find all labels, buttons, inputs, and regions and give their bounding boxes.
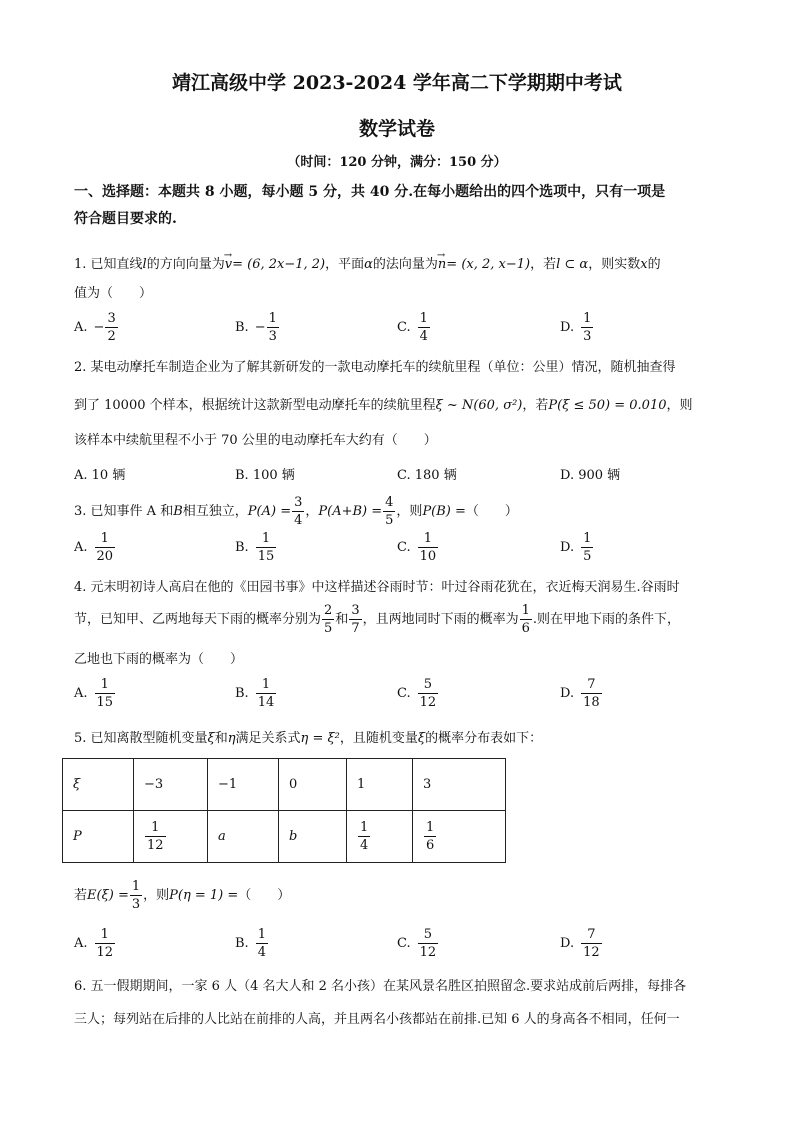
denominator: 12 [419, 945, 437, 960]
q1-line1 [74, 255, 661, 275]
denominator: 3 [131, 897, 141, 912]
table-cell: 3 [413, 759, 506, 811]
option-label: C. [397, 540, 411, 555]
q1-line2: 值为（ ） [74, 286, 153, 301]
numerator: 1 [583, 531, 592, 546]
q4-option-b[interactable] [235, 678, 277, 709]
q2-option-b[interactable]: B. 100 辆 [235, 468, 295, 483]
option-label: A. [74, 936, 88, 951]
numerator: 1 [426, 820, 435, 835]
option-fraction [95, 678, 116, 709]
q1-options [74, 312, 724, 354]
option-label: B. [235, 686, 249, 701]
q1-text-b: 的方向向量为 [146, 257, 225, 272]
q6-line1: 6. 五一假期期间，一家 6 人（4 名大人和 2 名小孩）在某风景名胜区拍照留念.要求站成前后两排，每排各 [74, 979, 687, 994]
numerator: 1 [360, 820, 369, 835]
numerator: 1 [418, 532, 439, 548]
numerator: 1 [95, 532, 116, 548]
option-label: B. [235, 936, 249, 951]
cell-fraction [145, 821, 166, 852]
q4-text-c: ，且两地同时下雨的概率为 [362, 612, 519, 627]
q5-options [74, 928, 724, 970]
numerator: 4 [385, 495, 394, 510]
table-cell [134, 811, 208, 863]
q5-option-d[interactable] [560, 928, 603, 959]
q1-vector-n-value: = (x, 2, x−1) [446, 257, 531, 272]
section-heading-line2: 符合题目要求的. [74, 211, 177, 227]
q6-line2: 三人；每列站在后排的人比站在前排的人高，并且两名小孩都站在前排.已知 6 人的身高各不相同，任何一 [74, 1012, 680, 1027]
section-heading [74, 179, 724, 233]
q2-text-b: ，若 [522, 398, 549, 413]
q2-line2 [74, 396, 693, 416]
q2-distribution: ξ ~ N(60, σ²) [435, 398, 523, 413]
numerator: 3 [107, 311, 116, 326]
denominator: 10 [419, 549, 437, 564]
q3-line1 [74, 496, 518, 527]
q5-text-b: 和 [214, 731, 228, 746]
q3-p-b: P(B) = [422, 504, 466, 519]
table-cell: 1 [347, 759, 413, 811]
option-fraction [256, 678, 277, 709]
q1-condition: l ⊂ α [556, 257, 589, 272]
table-cell: a [208, 811, 279, 863]
option-fraction [267, 312, 279, 343]
exam-subtitle: 数学试卷 [358, 118, 435, 140]
q5-relation: η = ξ² [300, 731, 340, 746]
option-fraction [581, 678, 602, 709]
q5-cond-text-c: （ ） [238, 888, 291, 903]
option-sign: − [254, 320, 266, 335]
q5-cond-text-b: ，则 [143, 888, 170, 903]
table-row [63, 811, 506, 863]
option-fraction [581, 312, 593, 343]
q5-var-xi-2: ξ [417, 731, 426, 746]
cell-fraction [424, 821, 436, 852]
numerator: 2 [324, 603, 333, 618]
table-cell: 0 [279, 759, 347, 811]
option-fraction [581, 928, 602, 959]
q2-options [74, 464, 724, 484]
numerator: 1 [419, 311, 428, 326]
option-fraction [95, 928, 116, 959]
q5-var-xi: ξ [207, 731, 215, 746]
table-cell: P [63, 811, 134, 863]
denominator: 5 [583, 549, 592, 564]
q1-text-e: ，若 [530, 257, 557, 272]
q4-line1: 4. 元末明初诗人高启在他的《田园书事》中这样描述谷雨时节：叶过谷雨花犹在，衣近梅天润易生.谷雨时 [74, 580, 680, 595]
numerator: 1 [521, 603, 530, 618]
q3-p-a-plus-b: P(A+B) = [318, 504, 383, 519]
option-fraction [95, 532, 116, 563]
q5-expectation: E(ξ) = [87, 888, 129, 903]
option-label: C. [397, 936, 411, 951]
option-fraction [418, 928, 439, 959]
q5-option-a[interactable] [74, 928, 116, 959]
option-fraction [418, 532, 439, 563]
option-fraction [105, 312, 117, 343]
option-label: D. [560, 686, 575, 701]
option-fraction [418, 312, 430, 343]
q1-var-x: x [640, 257, 648, 272]
option-fraction [256, 532, 277, 563]
q2-option-d[interactable]: D. 900 辆 [560, 468, 621, 483]
numerator: 5 [418, 928, 439, 944]
q3-p-a-value [292, 496, 304, 527]
option-label: D. [560, 540, 575, 555]
table-cell [413, 811, 506, 863]
q5-text-a: 5. 已知离散型随机变量 [74, 731, 208, 746]
denominator: 15 [257, 549, 275, 564]
q4-prob-b [349, 604, 361, 635]
numerator: 1 [256, 678, 277, 694]
table-cell: ξ [63, 759, 134, 811]
numerator: 1 [95, 678, 116, 694]
option-label: A. [74, 686, 88, 701]
option-label: B. [235, 540, 249, 555]
q3-options [74, 532, 724, 574]
q1-vector-n: → n [438, 255, 446, 275]
numerator: 3 [351, 603, 360, 618]
denominator: 4 [419, 329, 428, 344]
q2-option-c[interactable]: C. 180 辆 [397, 468, 457, 483]
q3-text-d: ，则 [396, 504, 423, 519]
q3-option-a[interactable] [74, 532, 116, 563]
q5-cond-text-a: 若 [74, 888, 88, 903]
option-label: C. [397, 320, 411, 335]
q4-text-d: .则在甲地下雨的条件下， [532, 612, 681, 627]
q1-option-d[interactable] [560, 312, 594, 343]
q3-p-a-plus-b-value [383, 496, 395, 527]
section-heading-line1: 一、选择题：本题共 8 小题，每小题 5 分，共 40 分.在每小题给出的四个选项中，只有一项是 [74, 184, 666, 200]
q1-option-a[interactable] [74, 312, 119, 343]
numerator: 1 [145, 821, 166, 837]
q4-text-a: 节，已知甲、乙两地每天下雨的概率分别为 [74, 612, 322, 627]
denominator: 12 [147, 838, 164, 853]
numerator: 7 [581, 928, 602, 944]
table-row [63, 759, 506, 811]
q4-prob-a [322, 604, 334, 635]
cell-fraction [358, 821, 370, 852]
q4-option-c[interactable] [397, 678, 439, 709]
q4-options [74, 678, 724, 720]
q5-option-c[interactable] [397, 928, 439, 959]
denominator: 3 [268, 329, 277, 344]
option-fraction [418, 678, 439, 709]
table-cell: −3 [134, 759, 208, 811]
q3-text-b: 相互独立， [182, 504, 248, 519]
q5-text-e: 的概率分布表如下： [425, 731, 543, 746]
denominator: 4 [360, 838, 369, 853]
q4-line3: 乙地也下雨的概率为（ ） [74, 652, 244, 667]
q2-text-a: 到了 10000 个样本，根据统计这款新型电动摩托车的续航里程 [74, 398, 436, 413]
q4-text-b: 和 [335, 612, 349, 627]
exam-time-info: （时间：120 分钟，满分：150 分） [287, 155, 507, 170]
q5-target-prob: P(η = 1) = [169, 888, 239, 903]
numerator: 5 [418, 678, 439, 694]
q4-option-a[interactable] [74, 678, 116, 709]
denominator: 6 [426, 838, 435, 853]
q3-text-c: ， [305, 504, 319, 519]
q3-event-b: B [173, 504, 183, 519]
q5-text-d: ，且随机变量 [339, 731, 418, 746]
q3-option-c[interactable] [397, 532, 439, 563]
q2-line1: 2. 某电动摩托车制造企业为了解其新研发的一款电动摩托车的续航里程（单位：公里）情况，随机抽查得 [74, 360, 676, 375]
numerator: 1 [583, 311, 592, 326]
q1-vector-v: → v [225, 255, 232, 275]
numerator: 7 [581, 678, 602, 694]
denominator: 14 [257, 695, 275, 710]
q1-vector-v-value: = (6, 2x−1, 2) [232, 257, 326, 272]
denominator: 12 [583, 945, 600, 960]
denominator: 15 [96, 695, 114, 710]
denominator: 6 [521, 621, 530, 636]
table-cell [347, 811, 413, 863]
q1-text-c: ，平面 [325, 257, 365, 272]
q1-option-c[interactable] [397, 312, 431, 343]
q5-condition-line [74, 880, 290, 911]
q1-text-g: 的 [647, 257, 661, 272]
q4-line2 [74, 604, 680, 635]
option-label: D. [560, 936, 575, 951]
denominator: 7 [351, 621, 360, 636]
q4-prob-both [520, 604, 532, 635]
exam-title: 靖江高级中学 2023-2024 学年高二下学期期中考试 [172, 72, 622, 94]
numerator: 1 [256, 532, 277, 548]
numerator: 1 [268, 311, 277, 326]
denominator: 12 [96, 945, 114, 960]
q5-line1 [74, 729, 542, 749]
numerator: 1 [257, 927, 266, 942]
option-fraction [256, 928, 268, 959]
denominator: 2 [107, 329, 116, 344]
q3-text-a: 3. 已知事件 A 和 [74, 504, 174, 519]
q3-option-d[interactable] [560, 532, 594, 563]
option-sign: − [93, 320, 105, 335]
q5-distribution-table [62, 758, 506, 863]
denominator: 4 [294, 513, 303, 528]
denominator: 5 [324, 621, 333, 636]
q1-var-l: l [142, 257, 147, 272]
q1-text-d: 的法向量为 [372, 257, 438, 272]
denominator: 20 [96, 549, 114, 564]
table-cell: b [279, 811, 347, 863]
numerator: 1 [131, 879, 141, 894]
q2-probability: P(ξ ≤ 50) = 0.010 [548, 398, 667, 413]
q5-var-eta: η [227, 731, 236, 746]
denominator: 3 [583, 329, 592, 344]
option-fraction [581, 532, 593, 563]
denominator: 4 [257, 945, 266, 960]
denominator: 12 [419, 695, 437, 710]
q3-option-b[interactable] [235, 532, 277, 563]
option-label: B. [235, 320, 249, 335]
option-label: C. [397, 686, 411, 701]
q4-option-d[interactable] [560, 678, 603, 709]
q1-option-b[interactable] [235, 312, 280, 343]
option-label: A. [74, 540, 88, 555]
q1-text-a: 1. 已知直线 [74, 257, 143, 272]
q5-option-b[interactable] [235, 928, 269, 959]
q5-expectation-value [130, 880, 142, 911]
q1-text-f: ，则实数 [588, 257, 641, 272]
q2-line3: 该样本中续航里程不小于 70 公里的电动摩托车大约有（ ） [74, 433, 437, 448]
q2-text-c: ，则 [666, 398, 693, 413]
denominator: 5 [385, 513, 394, 528]
table-cell: −1 [208, 759, 279, 811]
numerator: 3 [294, 495, 303, 510]
q1-plane-alpha: α [364, 257, 373, 272]
numerator: 1 [95, 928, 116, 944]
q3-text-e: （ ） [465, 504, 518, 519]
q3-p-a: P(A) = [247, 504, 292, 519]
option-label: A. [74, 320, 88, 335]
option-label: D. [560, 320, 575, 335]
q5-text-c: 满足关系式 [235, 731, 301, 746]
denominator: 18 [583, 695, 600, 710]
q2-option-a[interactable]: A. 10 辆 [74, 468, 126, 483]
